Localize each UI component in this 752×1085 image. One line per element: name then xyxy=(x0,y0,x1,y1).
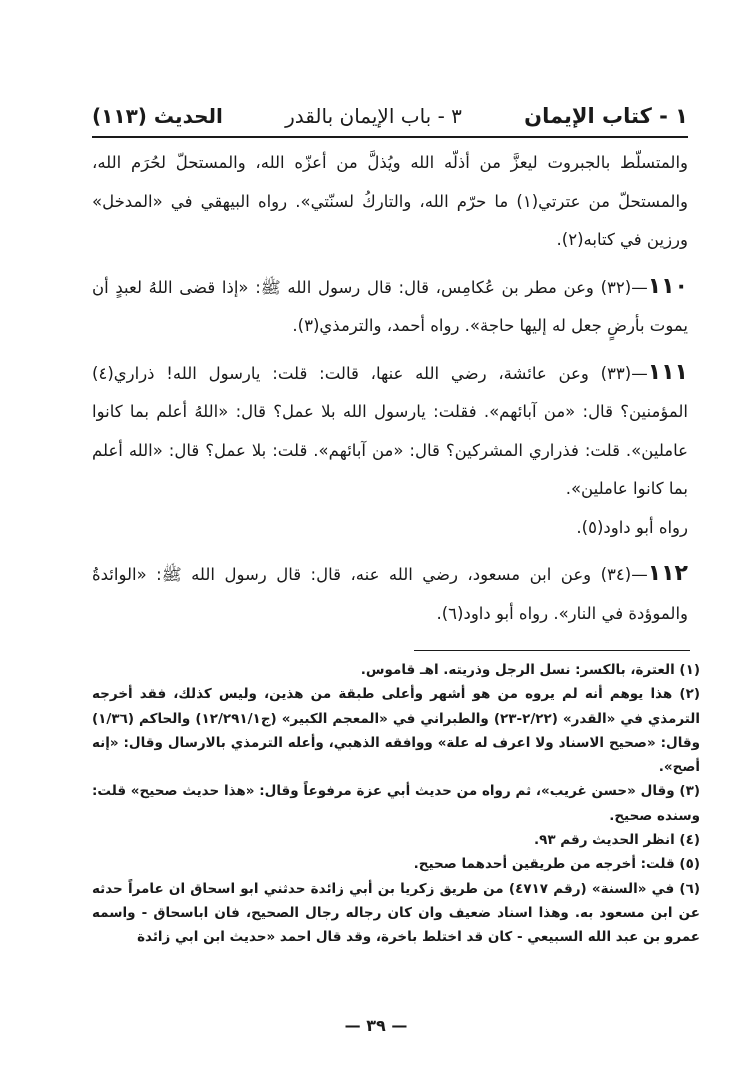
hadith-number: ١١٢ xyxy=(647,561,688,586)
header-chapter: ١ - كتاب الإيمان xyxy=(524,104,688,128)
hadith-number: ١١١ xyxy=(647,359,688,385)
hadith-text: —(٣٤) وعن ابن مسعود، رضي الله عنه، قال: قال رسول الله ﷺ: «الوائدةُ والموؤدة في النار». رواه أبو داود(٦). xyxy=(92,565,688,623)
footnote-4: (٤) انظر الحديث رقم ٩٣. xyxy=(533,832,700,849)
continuation-paragraph: والمتسلّط بالجبروت ليعزَّ من أذلّه الله ويُذلَّ من أعزّه الله، والمستحلّ لحُرَم الله، والمستحلّ من عترتي(١) ما حرّم الله، والتاركُ لسنّتي». رواه البيهقي في «المدخل» ورزين في كتابه(٢). xyxy=(92,153,689,249)
hadith-111-source: رواه أبو داود(٥). xyxy=(576,517,688,537)
hadith-text: —(٣٢) وعن مطر بن عُكامِس، قال: قال رسول الله ﷺ: «إذا قضى اللهُ لعبدٍ أن يموت بأرضٍ جعل له إليها حاجة». رواه أحمد، والترمذي(٣). xyxy=(92,277,688,335)
footnote-2: (٢) هذا يوهم أنه لم يروه من هو أشهر وأعلى طبقة من هذين، وليس كذلك، فقد أخرجه الترمذي في «القدر» (٢/٢٢-٢٣) والطبراني في «المعجم الكبير» (ج١٢/٢٩١/١) والحاكم (١/٣٦) وقال: «صحيح الاسناد ولا اعرف له علة» ووافقه الذهبي، وأعله الترمذي بالارسال وقال: «إنه أصح». xyxy=(92,686,700,776)
main-text xyxy=(92,144,688,633)
hadith-111 xyxy=(92,354,688,509)
footnote-rule xyxy=(414,650,690,651)
footnote-5: (٥) قلت: أخرجه من طريقين أحدهما صحيح. xyxy=(413,856,700,873)
header-hadith-range: الحديث (١١٣) xyxy=(92,104,223,128)
hadith-110 xyxy=(92,268,688,346)
footnotes xyxy=(92,658,700,950)
running-header xyxy=(92,98,688,134)
footnote-3: (٣) وقال «حسن غريب»، ثم رواه من حديث أبي عزة مرفوعاً وقال: «هذا حديث صحيح» قلت: وسنده صحيح. xyxy=(92,783,700,824)
header-section: ٣ - باب الإيمان بالقدر xyxy=(285,104,462,128)
hadith-number: ١١٠ xyxy=(647,273,688,299)
page-number: — ٣٩ — xyxy=(344,1016,408,1035)
header-rule xyxy=(92,136,688,138)
hadith-112 xyxy=(92,555,688,633)
hadith-text: —(٣٣) وعن عائشة، رضي الله عنها، قالت: قلت: يارسول الله! ذراري(٤) المؤمنين؟ قال: «من آبائهم». فقلت: يارسول الله بلا عمل؟ قال: «اللهُ أعلم بما كانوا عاملين». قلت: فذراري المشركين؟ قال: «من آبائهم». قلت: بلا عمل؟ قال: «الله أعلم بما كانوا عاملين». xyxy=(92,363,688,498)
footnote-6: (٦) في «السنة» (رقم ٤٧١٧) من طريق زكريا بن أبي زائدة حدثني ابو اسحاق ان عامراً حدثه عن ابن مسعود به. وهذا اسناد ضعيف وان كان رجاله رجال الصحيح، فان اباسحاق - واسمه عمرو بن عبد الله السبيعي - كان قد اختلط باخرة، وقد قال احمد «حديث ابن ابي زائدة xyxy=(92,880,700,946)
footnote-1: (١) العترة، بالكسر: نسل الرجل وذريته. اهـ قاموس. xyxy=(360,662,700,678)
